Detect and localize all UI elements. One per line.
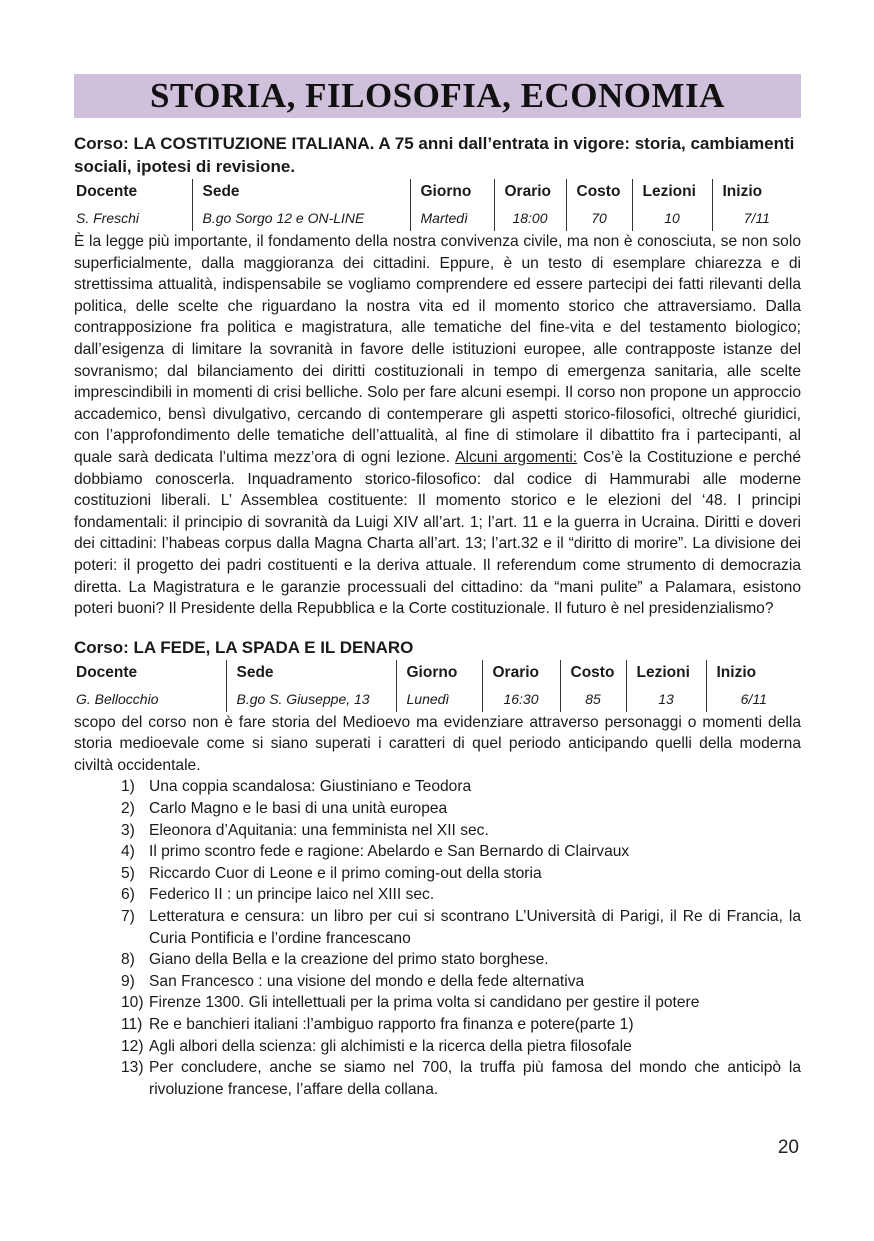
course-info-table: [74, 179, 801, 231]
course-description: scopo del corso non è fare storia del Medioevo ma evidenziare attraverso personaggi o momenti della storia medioevale come si siano superati i caratteri di quel periodo anticipando quelli della moderna civiltà occidentale.: [74, 713, 801, 774]
list-item-number-text: 12): [121, 1037, 144, 1055]
list-item-number: [74, 863, 149, 885]
course-info-table: [74, 660, 801, 712]
table-row: [74, 205, 801, 231]
section-banner: [74, 74, 801, 118]
cell-docente: S. Freschi: [76, 210, 140, 226]
topic-list: [74, 776, 801, 1100]
cell-giorno: Lunedì: [396, 686, 482, 712]
list-item-text: Riccardo Cuor di Leone e il primo coming-out della storia: [149, 864, 542, 882]
list-item: [74, 906, 801, 949]
list-item: [74, 1014, 801, 1036]
list-item: [74, 949, 801, 971]
cell-sede: B.go Sorgo 12 e ON-LINE: [192, 205, 410, 231]
list-item-text: Giano della Bella e la creazione del primo stato borghese.: [149, 951, 549, 969]
list-item-number: [74, 820, 149, 842]
list-item-number: [74, 1036, 149, 1058]
list-item-number: [74, 841, 149, 863]
list-item: [74, 971, 801, 993]
list-item: [74, 863, 801, 885]
table-header-row: [74, 660, 801, 686]
section-title: STORIA, FILOSOFIA, ECONOMIA: [150, 76, 725, 115]
list-item-number: [74, 1057, 149, 1100]
list-item-number-text: 13): [121, 1059, 144, 1077]
list-item-number-text: 2): [121, 800, 135, 818]
list-item-number: [74, 949, 149, 971]
list-item-text: Letteratura e censura: un libro per cui si scontrano L’Università di Parigi, il Re di Francia, la Curia Pontificia e l’ordine francescano: [149, 908, 801, 947]
header-giorno: Giorno: [396, 660, 482, 686]
header-lezioni: Lezioni: [626, 660, 706, 686]
list-item: [74, 776, 801, 798]
cell-costo: 85: [560, 686, 626, 712]
list-item: [74, 1057, 801, 1100]
cell-lezioni: 13: [626, 686, 706, 712]
list-item-text: Federico II : un principe laico nel XIII sec.: [149, 886, 435, 904]
list-item-number: [74, 906, 149, 949]
table-row: [74, 686, 801, 712]
list-item-text: Carlo Magno e le basi di una unità europea: [149, 800, 448, 818]
list-item: [74, 841, 801, 863]
header-inizio: Inizio: [712, 179, 801, 205]
cell-inizio: 7/11: [712, 205, 801, 231]
description-main: È la legge più importante, il fondamento della nostra convivenza civile, ma non è conosciuta, se non solo superficialmente, dalla maggioranza dei cittadini. Eppure, è un testo di esemplare chiarezza e di strettissima attualità, indispensabile se vogliamo comprendere ed essere partecipi dei fatti rilevanti della politica, delle scelte che riguardano la nostra vita ed il momento storico che attraversiamo. Dalla contrapposizione fra politica e magistratura, alle tematiche del fine-vita e del testamento biologico; dall’esigenza di limitare la sovranità in favore delle istituzioni europee, alle contrapposte istanze del sovranismo; dal bilanciamento dei diritti costituzionali in tempo di emergenza sanitaria, alle scelte imprescindibili in momenti di crisi belliche. Solo per fare alcuni esempi. Il corso non propone un approccio accademico, bensì divulgativo, cercando di contemperare gli aspetti storico-filosofici, oltreché giuridici, con l’approfondimento delle tematiche dell’attualità, al fine di stimolare il dibattito fra i partecipanti, al quale sarà dedicata l’ultima mezz’ora di ogni lezione.: [74, 233, 801, 466]
header-orario: Orario: [494, 179, 566, 205]
cell-orario: 18:00: [494, 205, 566, 231]
list-item-number-text: 4): [121, 843, 135, 861]
header-docente: Docente: [76, 663, 138, 681]
header-inizio: Inizio: [706, 660, 801, 686]
header-orario: Orario: [482, 660, 560, 686]
list-item-number-text: 1): [121, 778, 135, 796]
cell-inizio: 6/11: [706, 686, 801, 712]
cell-docente: G. Bellocchio: [76, 690, 159, 707]
header-costo: Costo: [560, 660, 626, 686]
list-item-number-text: 3): [121, 821, 135, 839]
cell-orario: 16:30: [482, 686, 560, 712]
list-item-number: [74, 1014, 149, 1036]
list-item-number-text: 5): [121, 864, 135, 882]
list-item: [74, 992, 801, 1014]
list-item-number: [74, 776, 149, 798]
list-item: [74, 884, 801, 906]
list-item-text: Firenze 1300. Gli intellettuali per la prima volta si candidano per gestire il potere: [149, 994, 700, 1012]
cell-lezioni: 10: [632, 205, 712, 231]
header-sede: Sede: [192, 179, 410, 205]
list-item: [74, 798, 801, 820]
list-item-number: [74, 884, 149, 906]
cell-sede: B.go S. Giuseppe, 13: [226, 686, 396, 712]
list-item-text: Re e banchieri italiani :l’ambiguo rapporto fra finanza e potere(parte 1): [149, 1016, 634, 1033]
list-item-number: [74, 798, 149, 820]
list-item-number-text: 7): [121, 908, 135, 926]
cell-costo: 70: [566, 205, 632, 231]
list-item-text: Eleonora d’Aquitania: una femminista nel XII sec.: [149, 821, 489, 839]
table-header-row: [74, 179, 801, 205]
list-item-number-text: 11): [121, 1016, 143, 1033]
list-item-text: Una coppia scandalosa: Giustiniano e Teodora: [149, 778, 472, 796]
list-item-number-text: 10): [121, 994, 144, 1012]
course-title: Corso: LA COSTITUZIONE ITALIANA. A 75 anni dall’entrata in vigore: storia, cambiamenti sociali, ipotesi di revisione.: [74, 134, 795, 176]
arguments-label: Alcuni argomenti:: [455, 448, 578, 466]
list-item-number-text: 8): [121, 951, 135, 969]
header-sede: Sede: [226, 660, 396, 686]
list-item-text: Agli albori della scienza: gli alchimisti e la ricerca della pietra filosofale: [149, 1037, 632, 1055]
page-content: [74, 74, 801, 1100]
list-item-text: Il primo scontro fede e ragione: Abelardo e San Bernardo di Clairvaux: [149, 843, 630, 861]
header-docente: Docente: [76, 183, 138, 200]
list-item-number: [74, 992, 149, 1014]
list-item: [74, 820, 801, 842]
arguments-text: Cos’è la Costituzione e perché dobbiamo conoscerla. Inquadramento storico-filosofico: dal codice di Hammurabi alle moderne costituzioni liberali. L’ Assemblea costituente: Il momento storico e le elezioni del ‘48. I principi fondamentali: il principio di sovranità da Luigi XIV all’art. 1; l’art. 11 e la guerra in Ucraina. Diritti e doveri dei cittadini: l’habeas corpus dalla Magna Charta all’art. 13; l’art.32 e il “diritto di morire”. La divisione dei poteri: il progetto dei padri costituenti e la deriva attuale. Il referendum come strumento di democrazia diretta. La Magistratura e le garanzie processuali del cittadino: da “mani pulite” a Palamara, esistono poteri buoni? Il Presidente della Repubblica e la Corte costituzionale. Il futuro è nel presidenzialismo?: [74, 448, 801, 618]
course-title: Corso: LA FEDE, LA SPADA E IL DENARO: [74, 637, 414, 657]
list-item-number-text: 9): [121, 972, 135, 990]
cell-giorno: Martedì: [410, 205, 494, 231]
header-lezioni: Lezioni: [632, 179, 712, 205]
header-giorno: Giorno: [410, 179, 494, 205]
list-item-number: [74, 971, 149, 993]
list-item-text: San Francesco : una visione del mondo e della fede alternativa: [149, 972, 585, 990]
list-item-text: Per concludere, anche se siamo nel 700, la truffa più famosa del mondo che anticipò la rivoluzione francese, l’affare della collana.: [149, 1059, 801, 1098]
list-item: [74, 1036, 801, 1058]
header-costo: Costo: [566, 179, 632, 205]
page-number: 20: [777, 1137, 799, 1158]
list-item-number-text: 6): [121, 886, 135, 904]
course-description: [74, 231, 801, 620]
